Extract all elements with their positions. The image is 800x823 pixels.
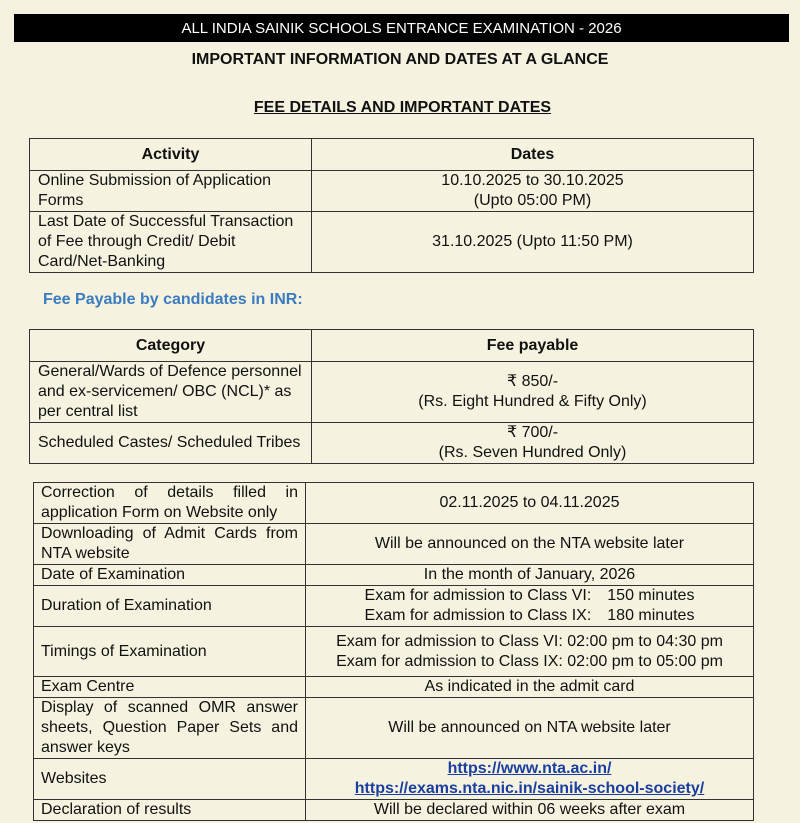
fee-amount: ₹ 850/- xyxy=(506,373,559,390)
timing-class-ix: Exam for admission to Class IX: 02:00 pm to 05:00 pm xyxy=(336,652,723,670)
table-row xyxy=(34,586,754,627)
table-row xyxy=(34,524,754,565)
table-row xyxy=(30,362,754,423)
item-cell: Websites xyxy=(34,759,306,800)
table-row xyxy=(34,565,754,586)
column-header-category: Category xyxy=(30,330,312,362)
table-row xyxy=(30,423,754,464)
item-cell: Display of scanned OMR answer sheets, Question Paper Sets and answer keys xyxy=(34,698,306,759)
table-row xyxy=(34,759,754,800)
schedule-table xyxy=(33,482,754,821)
duration-label: Exam for admission to Class IX: xyxy=(364,607,592,624)
fee-heading: Fee Payable by candidates in INR: xyxy=(43,291,303,308)
table-row xyxy=(34,698,754,759)
item-cell: Correction of details filled in application Form on Website only xyxy=(34,483,306,524)
item-cell: Declaration of results xyxy=(34,800,306,821)
page-subtitle: IMPORTANT INFORMATION AND DATES AT A GLANCE xyxy=(191,51,609,68)
fee-table xyxy=(29,329,754,464)
value-cell: In the month of January, 2026 xyxy=(306,565,754,586)
value-cell: 02.11.2025 to 04.11.2025 xyxy=(306,483,754,524)
fee-in-words: (Rs. Seven Hundred Only) xyxy=(438,444,627,461)
value-cell: Will be declared within 06 weeks after exam xyxy=(306,800,754,821)
column-header-dates: Dates xyxy=(312,139,754,171)
date-range: 10.10.2025 to 30.10.2025 xyxy=(441,172,624,189)
table-row xyxy=(34,627,754,677)
duration-value: 150 minutes xyxy=(607,587,695,604)
table-row xyxy=(30,171,754,212)
table-row xyxy=(34,677,754,698)
table-row xyxy=(30,212,754,273)
category-cell: General/Wards of Defence personnel and ex-servicemen/ OBC (NCL)* as per central list xyxy=(30,362,312,423)
duration-class-ix xyxy=(313,606,746,626)
section-heading: FEE DETAILS AND IMPORTANT DATES xyxy=(253,99,552,116)
duration-value: 180 minutes xyxy=(607,607,695,624)
item-cell: Date of Examination xyxy=(34,565,306,586)
duration-class-vi xyxy=(313,586,746,606)
date-cell: 31.10.2025 (Upto 11:50 PM) xyxy=(312,212,754,273)
nta-website-link[interactable]: https://www.nta.ac.in/ xyxy=(447,760,612,777)
activity-cell: Online Submission of Application Forms xyxy=(30,171,312,212)
fee-cell xyxy=(312,423,754,464)
timing-class-vi: Exam for admission to Class VI: 02:00 pm to 04:30 pm xyxy=(336,632,723,650)
duration-label: Exam for admission to Class VI: xyxy=(364,587,592,604)
activity-cell: Last Date of Successful Transaction of Fee through Credit/ Debit Card/Net-Banking xyxy=(30,212,312,273)
value-cell xyxy=(306,627,754,677)
table-header-row xyxy=(30,139,754,171)
table-header-row xyxy=(30,330,754,362)
table-row xyxy=(34,483,754,524)
banner-title: ALL INDIA SAINIK SCHOOLS ENTRANCE EXAMINATION - 2026 xyxy=(181,19,622,37)
sainik-school-website-link[interactable]: https://exams.nta.nic.in/sainik-school-society/ xyxy=(354,780,705,797)
value-cell: Will be announced on NTA website later xyxy=(306,698,754,759)
column-header-activity: Activity xyxy=(30,139,312,171)
column-header-fee: Fee payable xyxy=(312,330,754,362)
value-cell xyxy=(306,586,754,627)
item-cell: Timings of Examination xyxy=(34,627,306,677)
fee-cell xyxy=(312,362,754,423)
fee-amount: ₹ 700/- xyxy=(506,424,559,441)
value-cell: Will be announced on the NTA website later xyxy=(306,524,754,565)
date-note: (Upto 05:00 PM) xyxy=(473,192,592,209)
item-cell: Duration of Examination xyxy=(34,586,306,627)
value-cell xyxy=(306,759,754,800)
important-dates-table xyxy=(29,138,754,273)
item-cell: Exam Centre xyxy=(34,677,306,698)
table-row xyxy=(34,800,754,821)
category-cell: Scheduled Castes/ Scheduled Tribes xyxy=(30,423,312,464)
item-cell: Downloading of Admit Cards from NTA website xyxy=(34,524,306,565)
document-banner xyxy=(14,14,789,42)
fee-in-words: (Rs. Eight Hundred & Fifty Only) xyxy=(418,393,647,410)
value-cell: As indicated in the admit card xyxy=(306,677,754,698)
date-cell xyxy=(312,171,754,212)
